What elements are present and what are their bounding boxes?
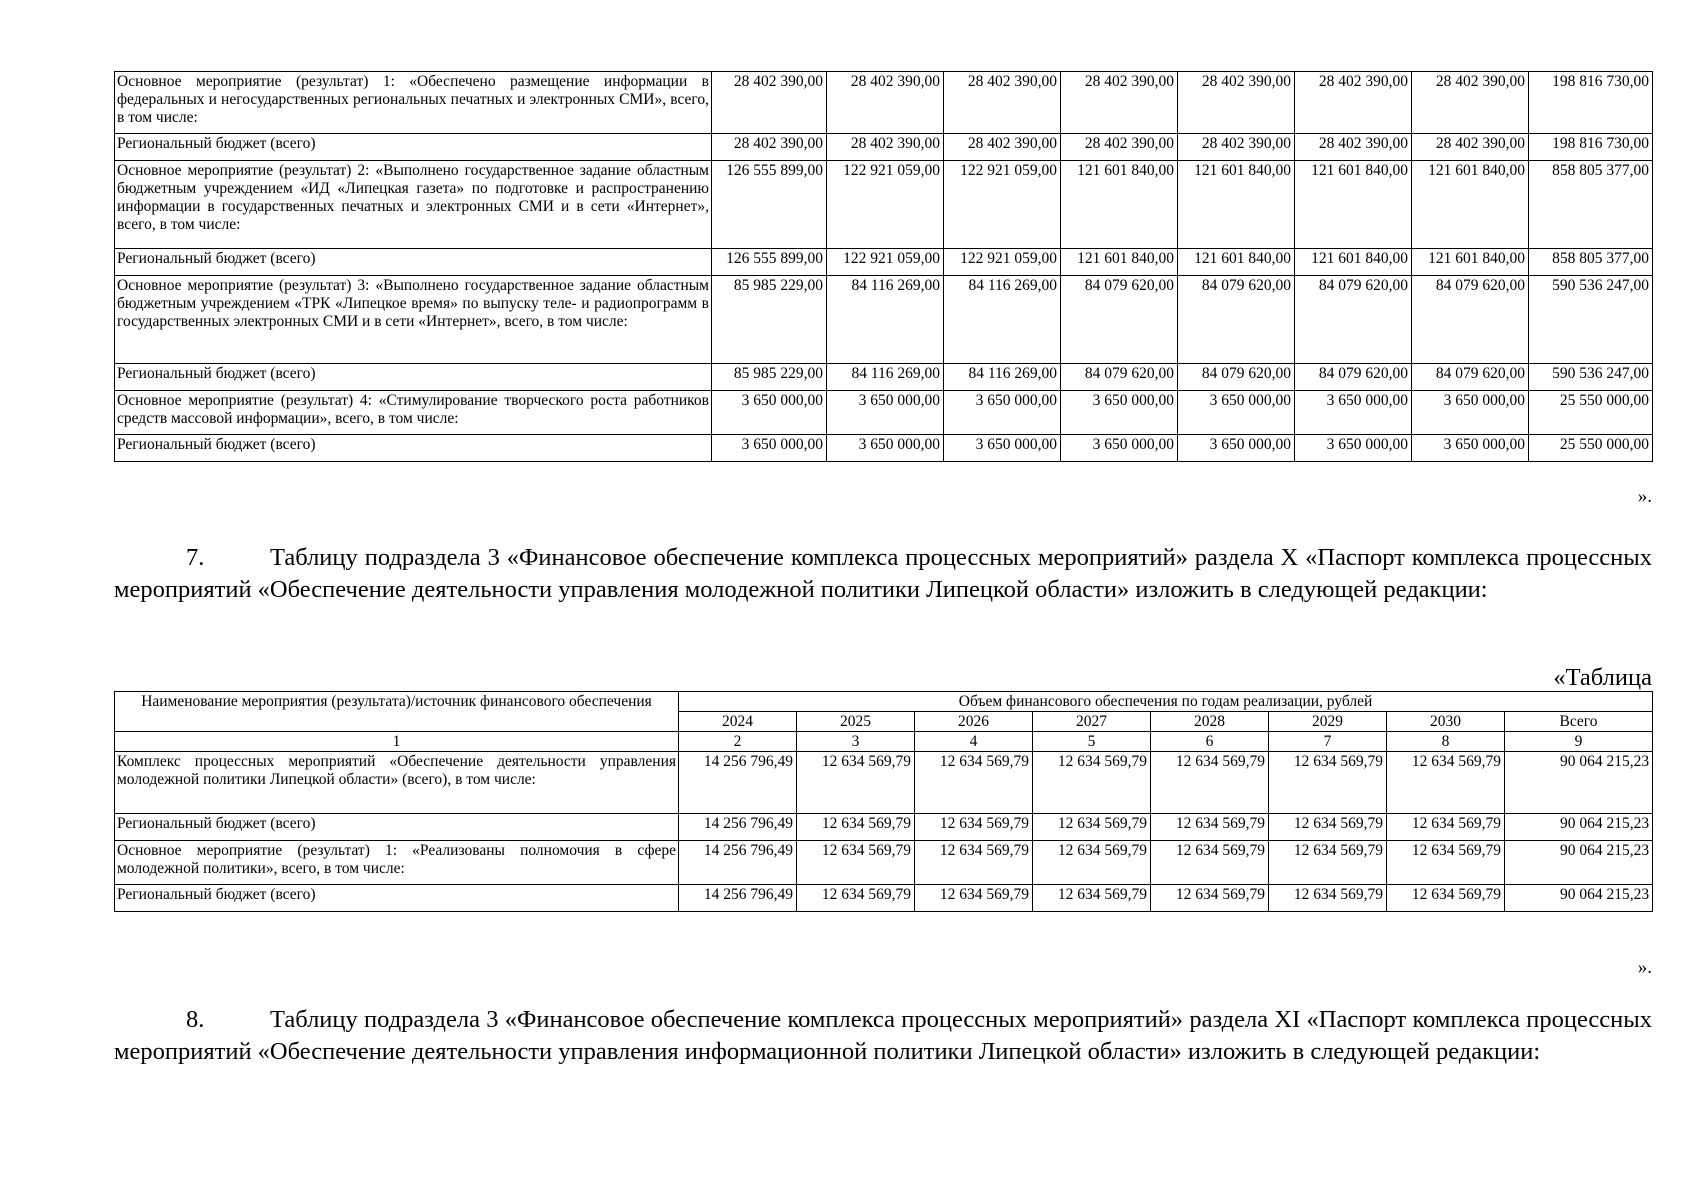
- value-cell: 28 402 390,00: [827, 72, 944, 134]
- value-cell: 3 650 000,00: [1412, 391, 1529, 435]
- value-cell: 3 650 000,00: [712, 391, 827, 435]
- value-cell: 121 601 840,00: [1295, 249, 1412, 276]
- value-cell: 85 985 229,00: [712, 276, 827, 364]
- financing-table-continued: [114, 71, 1653, 462]
- row-name-cell: Региональный бюджет (всего): [115, 435, 712, 462]
- value-cell: 858 805 377,00: [1529, 249, 1653, 276]
- header-name-cell: Наименование мероприятия (результата)/источник финансового обеспечения: [115, 692, 679, 732]
- value-cell: 28 402 390,00: [1061, 72, 1178, 134]
- row-name-cell: Комплекс процессных мероприятий «Обеспечение деятельности управления молодежной политики Липецкой области» (всего), в том числе:: [115, 752, 679, 814]
- value-cell: 28 402 390,00: [944, 134, 1061, 161]
- value-cell: 28 402 390,00: [712, 72, 827, 134]
- value-cell: 84 116 269,00: [827, 364, 944, 391]
- value-cell: 3 650 000,00: [1295, 435, 1412, 462]
- value-cell: 3 650 000,00: [944, 391, 1061, 435]
- value-cell: 12 634 569,79: [797, 841, 915, 885]
- value-cell: 14 256 796,49: [679, 841, 797, 885]
- value-cell: 12 634 569,79: [1033, 885, 1151, 912]
- paragraph-text: Таблицу подраздела 3 «Финансовое обеспечение комплекса процессных мероприятий» раздела X «Паспорт комплекса процессных мероприятий «Обеспечение деятельности управления молодежной политики Липецкой области» изложить в следующей редакции:: [114, 544, 1652, 603]
- column-number-cell: 9: [1505, 732, 1653, 752]
- value-cell: 3 650 000,00: [944, 435, 1061, 462]
- value-cell: 3 650 000,00: [1178, 391, 1295, 435]
- table-row: [115, 435, 1653, 462]
- year-header-cell: Всего: [1505, 712, 1653, 732]
- row-name-cell: Основное мероприятие (результат) 2: «Выполнено государственное задание областным бюджетным учреждением «ИД «Липецкая газета» по подготовке и распространению информации в государственных печатных и электронных СМИ и в сети «Интернет», всего, в том числе:: [115, 161, 712, 249]
- row-name-cell: Региональный бюджет (всего): [115, 885, 679, 912]
- value-cell: 126 555 899,00: [712, 161, 827, 249]
- value-cell: 85 985 229,00: [712, 364, 827, 391]
- paragraph-7: [114, 542, 1652, 606]
- value-cell: 3 650 000,00: [1061, 391, 1178, 435]
- year-header-cell: 2028: [1151, 712, 1269, 732]
- value-cell: 28 402 390,00: [1295, 72, 1412, 134]
- value-cell: 590 536 247,00: [1529, 364, 1653, 391]
- value-cell: 84 079 620,00: [1178, 276, 1295, 364]
- value-cell: 121 601 840,00: [1412, 249, 1529, 276]
- value-cell: 3 650 000,00: [1178, 435, 1295, 462]
- value-cell: 3 650 000,00: [1295, 391, 1412, 435]
- table-row: [115, 134, 1653, 161]
- value-cell: 28 402 390,00: [827, 134, 944, 161]
- financing-table-youth-policy: [114, 691, 1653, 912]
- value-cell: 28 402 390,00: [712, 134, 827, 161]
- value-cell: 12 634 569,79: [1387, 885, 1505, 912]
- table-row: [115, 391, 1653, 435]
- value-cell: 28 402 390,00: [1412, 72, 1529, 134]
- row-name-cell: Региональный бюджет (всего): [115, 134, 712, 161]
- value-cell: 84 079 620,00: [1061, 364, 1178, 391]
- value-cell: 90 064 215,23: [1505, 752, 1653, 814]
- paragraph-8: [114, 1004, 1652, 1068]
- value-cell: 12 634 569,79: [1269, 814, 1387, 841]
- value-cell: 14 256 796,49: [679, 814, 797, 841]
- paragraph-number: 7.: [186, 544, 205, 571]
- column-number-cell: 8: [1387, 732, 1505, 752]
- column-number-cell: 3: [797, 732, 915, 752]
- value-cell: 12 634 569,79: [1151, 841, 1269, 885]
- column-number-cell: 4: [915, 732, 1033, 752]
- value-cell: 590 536 247,00: [1529, 276, 1653, 364]
- value-cell: 126 555 899,00: [712, 249, 827, 276]
- value-cell: 90 064 215,23: [1505, 841, 1653, 885]
- value-cell: 84 079 620,00: [1412, 364, 1529, 391]
- value-cell: 84 116 269,00: [944, 276, 1061, 364]
- value-cell: 12 634 569,79: [1269, 841, 1387, 885]
- row-name-cell: Региональный бюджет (всего): [115, 814, 679, 841]
- value-cell: 12 634 569,79: [915, 885, 1033, 912]
- table-row: [115, 364, 1653, 391]
- column-number-cell: 6: [1151, 732, 1269, 752]
- column-number-cell: 1: [115, 732, 679, 752]
- value-cell: 28 402 390,00: [1412, 134, 1529, 161]
- year-header-cell: 2025: [797, 712, 915, 732]
- row-name-cell: Основное мероприятие (результат) 4: «Стимулирование творческого роста работников средств массовой информации», всего, в том числе:: [115, 391, 712, 435]
- value-cell: 12 634 569,79: [797, 752, 915, 814]
- table-row: [115, 72, 1653, 134]
- value-cell: 122 921 059,00: [944, 161, 1061, 249]
- value-cell: 121 601 840,00: [1061, 161, 1178, 249]
- value-cell: 121 601 840,00: [1295, 161, 1412, 249]
- year-header-cell: 2026: [915, 712, 1033, 732]
- value-cell: 12 634 569,79: [915, 814, 1033, 841]
- value-cell: 84 079 620,00: [1295, 276, 1412, 364]
- value-cell: 12 634 569,79: [1033, 752, 1151, 814]
- value-cell: 121 601 840,00: [1178, 161, 1295, 249]
- table-caption: «Таблица: [1553, 664, 1652, 691]
- value-cell: 12 634 569,79: [1387, 841, 1505, 885]
- table-row: [115, 814, 1653, 841]
- column-number-cell: 2: [679, 732, 797, 752]
- column-numbers-row: [115, 732, 1653, 752]
- value-cell: 122 921 059,00: [827, 249, 944, 276]
- value-cell: 14 256 796,49: [679, 752, 797, 814]
- value-cell: 84 079 620,00: [1412, 276, 1529, 364]
- value-cell: 3 650 000,00: [827, 435, 944, 462]
- value-cell: 84 079 620,00: [1061, 276, 1178, 364]
- value-cell: 12 634 569,79: [1387, 814, 1505, 841]
- value-cell: 14 256 796,49: [679, 885, 797, 912]
- value-cell: 28 402 390,00: [1295, 134, 1412, 161]
- table-row: [115, 752, 1653, 814]
- value-cell: 12 634 569,79: [797, 814, 915, 841]
- value-cell: 12 634 569,79: [915, 752, 1033, 814]
- value-cell: 12 634 569,79: [1151, 814, 1269, 841]
- header-group-cell: Объем финансового обеспечения по годам реализации, рублей: [679, 692, 1653, 712]
- value-cell: 12 634 569,79: [1269, 752, 1387, 814]
- value-cell: 858 805 377,00: [1529, 161, 1653, 249]
- value-cell: 12 634 569,79: [1033, 841, 1151, 885]
- value-cell: 121 601 840,00: [1061, 249, 1178, 276]
- paragraph-text: Таблицу подраздела 3 «Финансовое обеспечение комплекса процессных мероприятий» раздела XI «Паспорт комплекса процессных мероприятий «Обеспечение деятельности управления информационной политики Липецкой области» изложить в следующей редакции:: [114, 1006, 1652, 1065]
- value-cell: 3 650 000,00: [1061, 435, 1178, 462]
- value-cell: 12 634 569,79: [797, 885, 915, 912]
- value-cell: 28 402 390,00: [944, 72, 1061, 134]
- value-cell: 198 816 730,00: [1529, 134, 1653, 161]
- value-cell: 28 402 390,00: [1178, 134, 1295, 161]
- value-cell: 84 116 269,00: [827, 276, 944, 364]
- year-header-cell: 2029: [1269, 712, 1387, 732]
- value-cell: 90 064 215,23: [1505, 885, 1653, 912]
- value-cell: 25 550 000,00: [1529, 391, 1653, 435]
- value-cell: 121 601 840,00: [1412, 161, 1529, 249]
- value-cell: 12 634 569,79: [1269, 885, 1387, 912]
- value-cell: 3 650 000,00: [827, 391, 944, 435]
- row-name-cell: Региональный бюджет (всего): [115, 364, 712, 391]
- row-name-cell: Региональный бюджет (всего): [115, 249, 712, 276]
- table-row: [115, 249, 1653, 276]
- value-cell: 122 921 059,00: [827, 161, 944, 249]
- year-header-cell: 2024: [679, 712, 797, 732]
- table-row: [115, 841, 1653, 885]
- value-cell: 28 402 390,00: [1178, 72, 1295, 134]
- table-row: [115, 276, 1653, 364]
- table-row: [115, 161, 1653, 249]
- table-closing-quote: ».: [1637, 486, 1652, 507]
- value-cell: 12 634 569,79: [1033, 814, 1151, 841]
- value-cell: 84 079 620,00: [1295, 364, 1412, 391]
- column-number-cell: 7: [1269, 732, 1387, 752]
- year-header-cell: 2030: [1387, 712, 1505, 732]
- table-closing-quote: ».: [1637, 957, 1652, 978]
- value-cell: 3 650 000,00: [1412, 435, 1529, 462]
- value-cell: 12 634 569,79: [915, 841, 1033, 885]
- value-cell: 90 064 215,23: [1505, 814, 1653, 841]
- value-cell: 12 634 569,79: [1151, 885, 1269, 912]
- row-name-cell: Основное мероприятие (результат) 1: «Реализованы полномочия в сфере молодежной политики», всего, в том числе:: [115, 841, 679, 885]
- value-cell: 12 634 569,79: [1387, 752, 1505, 814]
- value-cell: 28 402 390,00: [1061, 134, 1178, 161]
- value-cell: 25 550 000,00: [1529, 435, 1653, 462]
- column-number-cell: 5: [1033, 732, 1151, 752]
- value-cell: 84 079 620,00: [1178, 364, 1295, 391]
- year-header-cell: 2027: [1033, 712, 1151, 732]
- value-cell: 3 650 000,00: [712, 435, 827, 462]
- value-cell: 122 921 059,00: [944, 249, 1061, 276]
- value-cell: 84 116 269,00: [944, 364, 1061, 391]
- value-cell: 12 634 569,79: [1151, 752, 1269, 814]
- row-name-cell: Основное мероприятие (результат) 1: «Обеспечено размещение информации в федеральных и негосударственных региональных печатных и электронных СМИ», всего, в том числе:: [115, 72, 712, 134]
- value-cell: 121 601 840,00: [1178, 249, 1295, 276]
- paragraph-number: 8.: [186, 1006, 205, 1033]
- row-name-cell: Основное мероприятие (результат) 3: «Выполнено государственное задание областным бюджетным учреждением «ТРК «Липецкое время» по выпуску теле- и радиопрограмм в государственных электронных СМИ и в сети «Интернет», всего, в том числе:: [115, 276, 712, 364]
- table-row: [115, 885, 1653, 912]
- value-cell: 198 816 730,00: [1529, 72, 1653, 134]
